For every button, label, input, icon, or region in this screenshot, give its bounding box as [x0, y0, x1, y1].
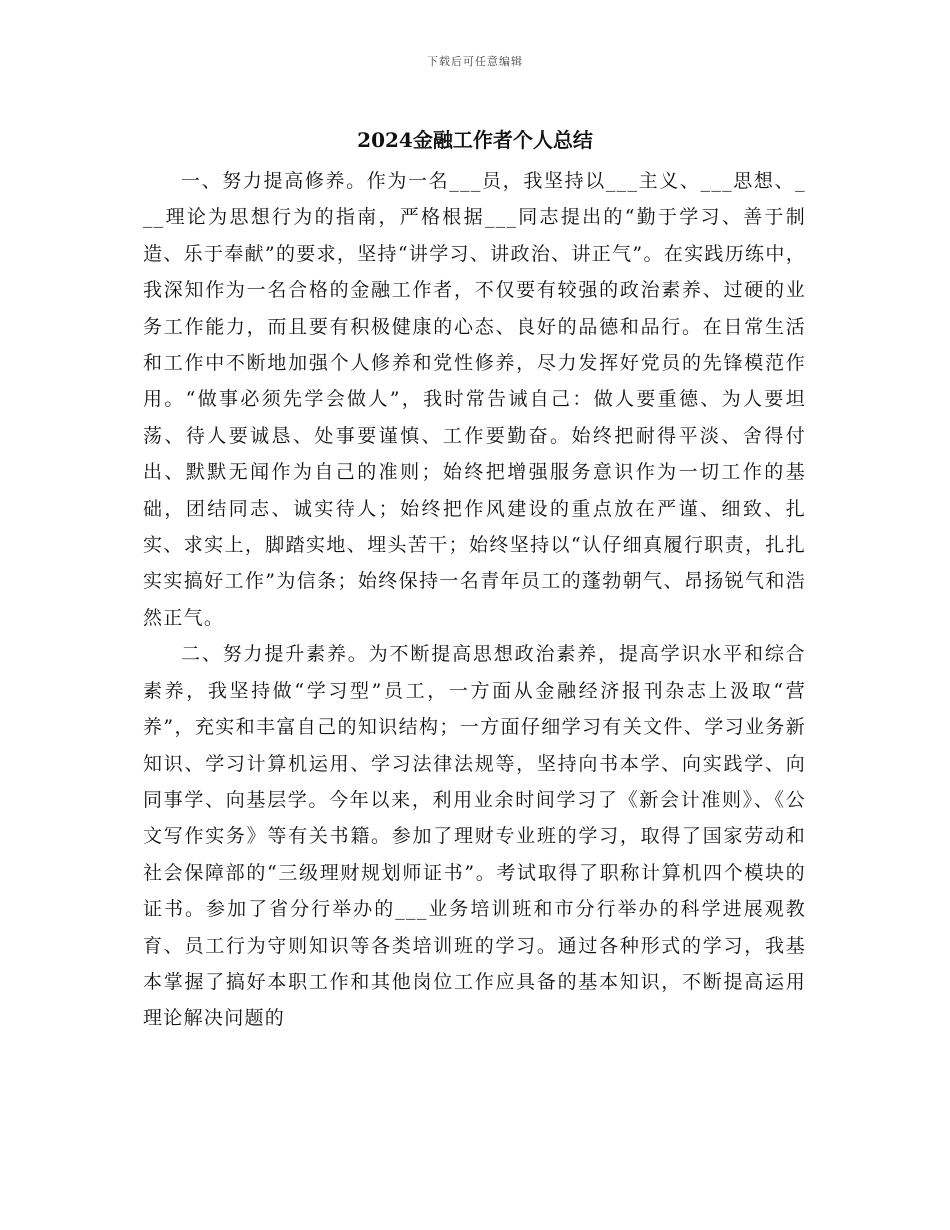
paragraph-self-cultivation: 一、努力提高修养。作为一名___员，我坚持以___主义、___思想、___理论为思想行为的指南，严格根据___同志提出的“勤于学习、善于制造、乐于奉献”的要求，坚持“讲学习、讲政治、讲正气”。在实践历练中，我深知作为一名合格的金融工作者，不仅要有较强的政治素养、过硬的业务工作能力，而且要有积极健康的心态、良好的品德和品行。在日常生活和工作中不断地加强个人修养和党性修养，尽力发挥好党员的先锋模范作用。“做事必须先学会做人”，我时常告诫自己：做人要重德、为人要坦荡、待人要诚恳、处事要谨慎、工作要勤奋。始终把耐得平淡、舍得付出、默默无闻作为自己的准则；始终把增强服务意识作为一切工作的基础，团结同志、诚实待人；始终把作风建设的重点放在严谨、细致、扎实、求实上，脚踏实地、埋头苦干；始终坚持以“认仔细真履行职责，扎扎实实搞好工作”为信条；始终保持一名青年员工的蓬勃朝气、昂扬锐气和浩然正气。: [143, 170, 806, 629]
paragraph-quality-improvement: 二、努力提升素养。为不断提高思想政治素养，提高学识水平和综合素养，我坚持做“学习型”员工，一方面从金融经济报刊杂志上汲取“营养”，充实和丰富自己的知识结构；一方面仔细学习有关文件、学习业务新知识、学习计算机运用、学习法律法规等，坚持向书本学、向实践学、向同事学、向基层学。今年以来，利用业余时间学习了《新会计准则》、《公文写作实务》等有关书籍。参加了理财专业班的学习，取得了国家劳动和社会保障部的“三级理财规划师证书”。考试取得了职称计算机四个模块的证书。参加了省分行举办的___业务培训班和市分行举办的科学进展观教育、员工行为守则知识等各类培训班的学习。通过各种形式的学习，我基本掌握了搞好本职工作和其他岗位工作应具备的基本知识，不断提高运用理论解决问题的: [143, 643, 806, 1030]
page-header-note: 下载后可任意编辑: [427, 55, 523, 68]
document-title: 2024金融工作者个人总结: [357, 128, 593, 152]
document-body: [143, 163, 806, 1037]
